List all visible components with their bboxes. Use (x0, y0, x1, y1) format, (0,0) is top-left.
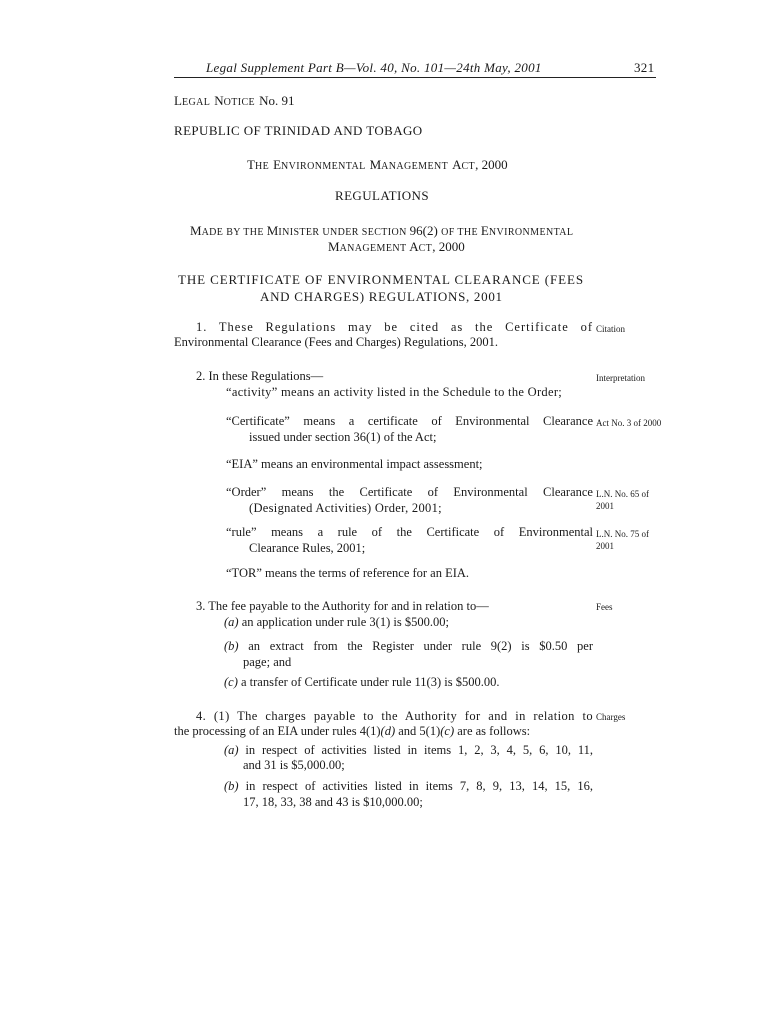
regulations-title-line-2: AND CHARGES) REGULATIONS, 2001 (260, 289, 503, 304)
regulations-title-line-1: THE CERTIFICATE OF ENVIRONMENTAL CLEARANCE (FEES (178, 272, 584, 287)
reg4-line-1: 4. (1) The charges payable to the Authority for and in relation to (196, 709, 593, 723)
margin-note-fees: Fees (596, 602, 613, 612)
definition-certificate-line-1: “Certificate” means a certificate of Environmental Clearance (226, 414, 593, 428)
definition-order-line-2: (Designated Activities) Order, 2001; (249, 501, 442, 515)
reg3-item-c: (c) a transfer of Certificate under rule 11(3) is $500.00. (224, 675, 500, 689)
definition-eia: “EIA” means an environmental impact assessment; (226, 457, 483, 471)
reg4-item-a-line-1: (a) in respect of activities listed in items 1, 2, 3, 4, 5, 6, 10, 11, (224, 743, 593, 757)
reg2-intro: 2. In these Regulations— (196, 369, 324, 383)
page-number: 321 (634, 60, 655, 75)
reg4-line-2: the processing of an EIA under rules 4(1)(d) and 5(1)(c) are as follows: (174, 724, 531, 738)
reg4-item-b-line-1: (b) in respect of activities listed in items 7, 8, 9, 13, 14, 15, 16, (224, 779, 593, 793)
definition-certificate-line-2: issued under section 36(1) of the Act; (249, 430, 437, 444)
reg4-item-b-line-2: 17, 18, 33, 38 and 43 is $10,000.00; (243, 795, 423, 809)
definition-activity: “activity” means an activity listed in the Schedule to the Order; (226, 385, 563, 399)
reg1-line-1: 1. These Regulations may be cited as the Certificate of (196, 320, 593, 334)
reg4-item-a-line-2: and 31 is $5,000.00; (243, 758, 345, 772)
definition-order-line-1: “Order” means the Certificate of Environmental Clearance (226, 485, 593, 499)
republic-heading: REPUBLIC OF TRINIDAD AND TOBAGO (174, 123, 423, 138)
act-title: THE ENVIRONMENTAL MANAGEMENT ACT, 2000 (247, 157, 508, 172)
definition-rule-line-2: Clearance Rules, 2001; (249, 541, 366, 555)
made-by-line-2: MANAGEMENT ACT, 2000 (328, 239, 465, 254)
reg1-line-2: Environmental Clearance (Fees and Charges) Regulations, 2001. (174, 335, 498, 349)
legal-notice-number: LEGAL NOTICE No. 91 (174, 93, 295, 108)
margin-note-citation: Citation (596, 324, 625, 334)
definition-tor: “TOR” means the terms of reference for an EIA. (226, 566, 470, 580)
margin-note-ln-65: L.N. No. 65 of 2001 (596, 489, 649, 511)
reg3-intro: 3. The fee payable to the Authority for and in relation to— (196, 599, 489, 613)
reg3-item-b-line-1: (b) an extract from the Register under rule 9(2) is $0.50 per (224, 639, 593, 653)
regulations-heading: REGULATIONS (335, 188, 429, 203)
margin-note-act-no-3: Act No. 3 of 2000 (596, 418, 662, 428)
header-rule (174, 77, 656, 78)
margin-note-charges: Charges (596, 712, 626, 722)
running-header-title: Legal Supplement Part B—Vol. 40, No. 101—24th May, 2001 (206, 60, 542, 75)
definition-rule-line-1: “rule” means a rule of the Certificate of Environmental (226, 525, 593, 539)
margin-note-ln-75: L.N. No. 75 of 2001 (596, 529, 649, 551)
margin-note-interpretation: Interpretation (596, 373, 645, 383)
reg3-item-b-line-2: page; and (243, 655, 292, 669)
reg3-item-a: (a) an application under rule 3(1) is $500.00; (224, 615, 449, 629)
made-by-line-1: MADE BY THE MINISTER UNDER SECTION 96(2) OF THE ENVIRONMENTAL (190, 223, 574, 238)
